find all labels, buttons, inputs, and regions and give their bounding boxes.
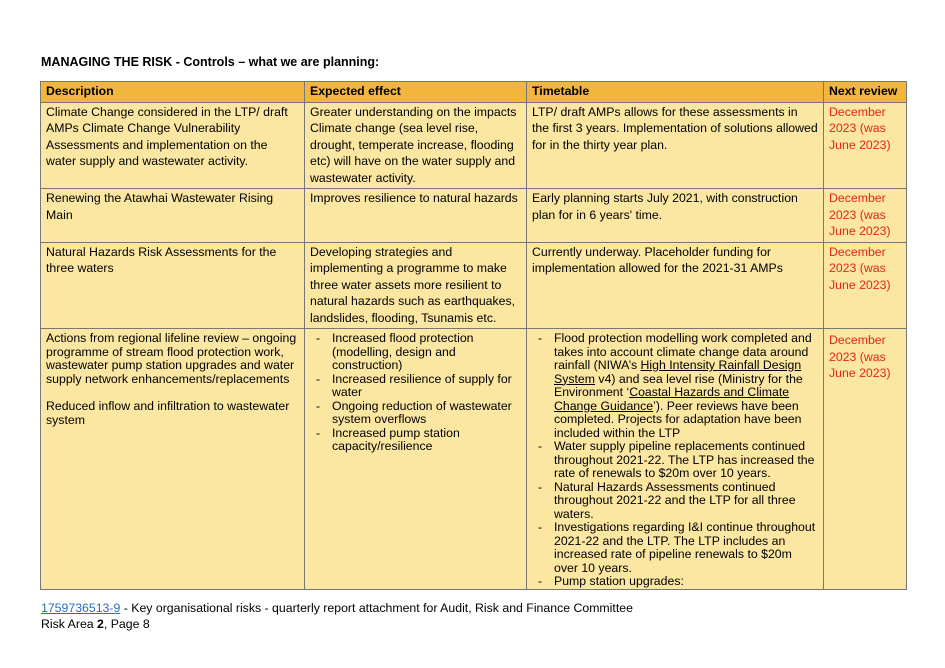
timetable-cell: LTP/ draft AMPs allows for these assessments in the first 3 years. Implementation of solutions allowed for in the thirty year plan. (527, 102, 824, 189)
hirds-reference: High Intensity Rainfall Design System (554, 358, 802, 386)
list-item: - Ongoing reduction of wastewater system overflows (332, 400, 521, 427)
document-description: - Key organisational risks - quarterly report attachment for Audit, Risk and Finance Committee (120, 601, 633, 615)
page-footer: 1759736513-9 - Key organisational risks - quarterly report attachment for Audit, Risk and Finance Committee Risk Area 2, Page 8 (41, 601, 633, 631)
review-cell: December 2023 (was June 2023) (824, 329, 907, 590)
effect-list (310, 332, 521, 454)
table-row (41, 329, 907, 590)
page-number: , Page 8 (103, 617, 150, 631)
table-row (41, 242, 907, 329)
column-header-description: Description (41, 82, 305, 103)
review-cell: December 2023 (was June 2023) (824, 242, 907, 329)
review-cell: December 2023 (was June 2023) (824, 189, 907, 243)
column-header-timetable: Timetable (527, 82, 824, 103)
effect-cell (305, 329, 527, 590)
timetable-cell (527, 329, 824, 590)
list-item: - Natural Hazards Assessments continued throughout 2021-22 and the LTP for all three waters. (554, 481, 818, 522)
list-item: - Water supply pipeline replacements continued throughout 2021-22. The LTP has increased the rate of renewals to $20m over 10 years. (554, 440, 818, 481)
timetable-cell: Early planning starts July 2021, with construction plan for in 6 years' time. (527, 189, 824, 243)
table-header-row (41, 82, 907, 103)
description-text: Reduced inflow and infiltration to wastewater system (46, 399, 290, 427)
list-item: - Pump station upgrades: (554, 575, 818, 589)
document-id-link[interactable]: 1759736513-9 (41, 601, 121, 615)
risk-area-number: 2 (97, 617, 104, 631)
list-item: - Flood protection modelling work completed and takes into account climate change data around rainfall (NIWA’s High Intensity Rainfall Design System v4) and sea level rise (Ministry for the Environment ‘Coastal Hazards and Climate Change Guidance’). Peer reviews have been completed. Projects for adaptation have been included within the LTP (554, 332, 818, 440)
description-cell (41, 329, 305, 590)
timetable-cell: Currently underway. Placeholder funding for implementation allowed for the 2021-31 AMPs (527, 242, 824, 329)
list-item: - Increased pump station capacity/resilience (332, 427, 521, 454)
effect-cell: Greater understanding on the impacts Climate change (sea level rise, drought, temperate increase, flooding etc) will have on the water supply and wastewater activity. (305, 102, 527, 189)
table-row (41, 189, 907, 243)
list-item: - Increased flood protection (modelling, design and construction) (332, 332, 521, 373)
effect-cell: Improves resilience to natural hazards (305, 189, 527, 243)
description-cell: Natural Hazards Risk Assessments for the three waters (41, 242, 305, 329)
description-cell: Climate Change considered in the LTP/ draft AMPs Climate Change Vulnerability Assessments and implementation on the water supply and wastewater activity. (41, 102, 305, 189)
section-heading: MANAGING THE RISK - Controls – what we are planning: (41, 55, 380, 69)
list-item: - Investigations regarding I&I continue throughout 2021-22 and the LTP. The LTP includes an increased rate of pipeline renewals to $20m over 10 years. (554, 521, 818, 575)
description-cell: Renewing the Atawhai Wastewater Rising Main (41, 189, 305, 243)
column-header-next-review: Next review (824, 82, 907, 103)
table-row (41, 102, 907, 189)
review-cell: December 2023 (was June 2023) (824, 102, 907, 189)
column-header-expected-effect: Expected effect (305, 82, 527, 103)
list-item: - Increased resilience of supply for water (332, 373, 521, 400)
description-text: Actions from regional lifeline review – ongoing programme of stream flood protection work, wastewater pump station upgrades and water supply network enhancements/replacements (46, 331, 297, 386)
controls-table (40, 81, 907, 590)
timetable-list (532, 332, 818, 589)
coastal-guidance-reference: Coastal Hazards and Climate Change Guidance (554, 385, 790, 413)
effect-cell: Developing strategies and implementing a programme to make three water assets more resilient to natural hazards such as earthquakes, landslides, flooding, Tsunamis etc. (305, 242, 527, 329)
